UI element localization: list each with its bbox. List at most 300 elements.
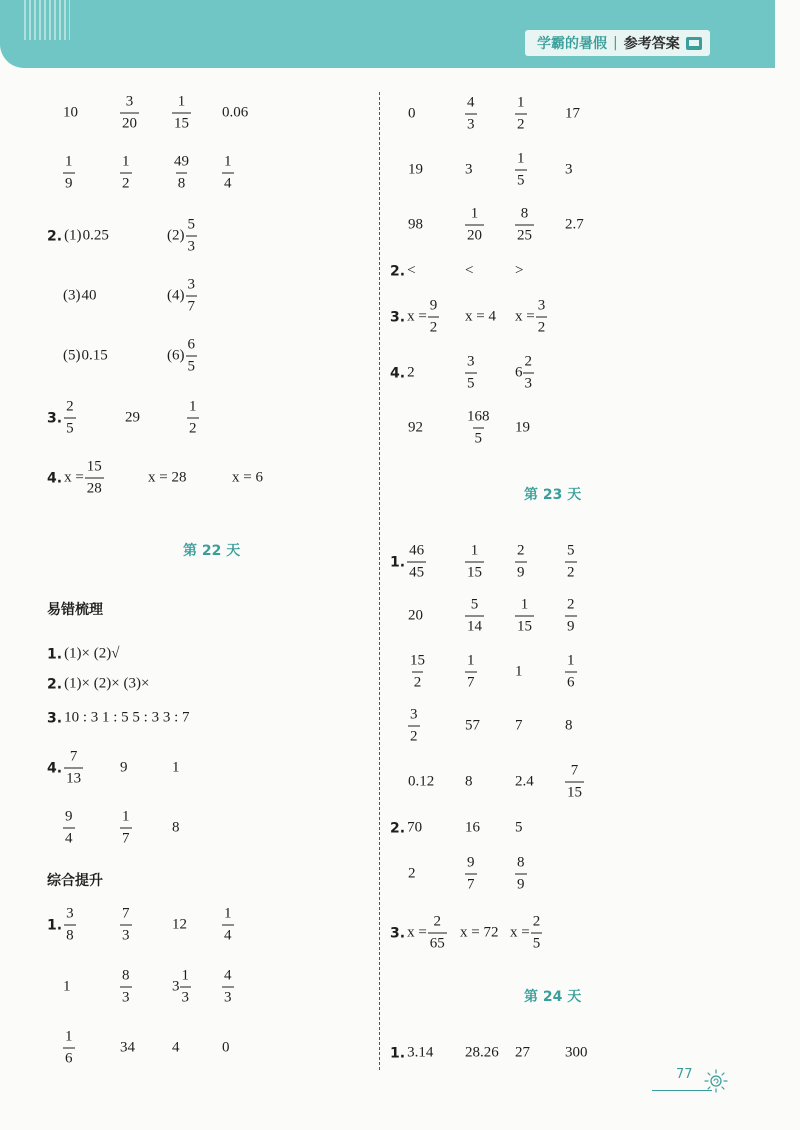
answer-item <box>125 410 140 427</box>
fraction-denominator: 15 <box>565 782 584 801</box>
answer-item <box>408 866 416 883</box>
fraction <box>428 915 447 952</box>
answer-item <box>47 460 104 497</box>
fraction-numerator: 3 <box>125 93 134 110</box>
fraction-denominator: 2 <box>187 418 199 437</box>
fraction-numerator: 1 <box>470 542 479 559</box>
answer-item <box>465 856 477 893</box>
answer-item <box>172 820 180 837</box>
fraction <box>407 544 426 581</box>
answer-item <box>63 105 78 122</box>
fraction-numerator: 5 <box>187 216 195 233</box>
answer-item <box>172 1040 180 1057</box>
day-header: 第 23 天 <box>524 487 582 503</box>
answer-item <box>515 664 523 681</box>
answer-value: 19 <box>408 161 423 178</box>
answer-item <box>515 544 527 581</box>
question-number: 2. <box>390 820 406 836</box>
answer-item <box>515 598 534 635</box>
fraction-denominator: 7 <box>465 672 477 691</box>
answer-item <box>565 1045 588 1062</box>
page-number: 77 <box>676 1067 693 1082</box>
answer-item <box>47 676 149 693</box>
answer-item <box>120 969 132 1006</box>
fraction-numerator: 1 <box>65 153 73 170</box>
answer-value: 4 <box>172 1039 180 1056</box>
answer-item <box>172 917 187 934</box>
fraction-numerator: 9 <box>467 854 475 871</box>
answer-value: 2 <box>408 865 416 882</box>
fraction <box>565 598 577 635</box>
fraction-numerator: 9 <box>65 808 73 825</box>
answer-value: 6 <box>515 364 523 381</box>
answer-value: 2.7 <box>565 216 584 233</box>
fraction-denominator: 3 <box>120 925 132 944</box>
fraction-numerator: 5 <box>470 596 479 613</box>
answer-value: 0.25 <box>82 227 109 244</box>
question-number: 4. <box>390 365 406 381</box>
fraction <box>222 907 234 944</box>
fraction-numerator: 1 <box>224 905 232 922</box>
answer-prefix: (4) <box>167 287 185 304</box>
answer-item <box>172 155 191 192</box>
fraction <box>120 95 139 132</box>
fraction-numerator: 1 <box>122 153 130 170</box>
answer-value: < <box>407 262 416 279</box>
fraction-numerator: 7 <box>69 748 78 765</box>
fraction-denominator: 3 <box>186 236 198 255</box>
fraction-numerator: 3 <box>410 706 418 723</box>
answer-value: 300 <box>565 1044 588 1061</box>
fraction-numerator: 2 <box>517 542 525 559</box>
fraction <box>465 355 477 392</box>
answer-item <box>47 907 76 944</box>
answer-item <box>390 263 416 280</box>
fraction-numerator: 8 <box>122 967 130 984</box>
answer-item <box>515 207 534 244</box>
fraction-numerator: 2 <box>66 398 74 415</box>
answer-item <box>63 348 108 365</box>
answer-value: 92 <box>408 419 423 436</box>
fraction-numerator: 168 <box>467 408 490 425</box>
fraction-numerator: 1 <box>181 967 189 984</box>
answer-prefix: x = <box>407 308 427 325</box>
fraction <box>515 598 534 635</box>
fraction-numerator: 8 <box>517 854 525 871</box>
question-number: 2. <box>47 228 63 244</box>
book-title: 学霸的暑假 <box>537 36 607 52</box>
answer-item <box>465 654 477 691</box>
fraction-denominator: 9 <box>565 616 577 635</box>
answer-value: 1 <box>63 978 71 995</box>
answer-item <box>390 299 439 336</box>
header-pill <box>525 30 710 56</box>
fraction-denominator: 2 <box>408 726 420 745</box>
answer-item <box>408 162 423 179</box>
answer-item <box>172 760 180 777</box>
fraction-numerator: 1 <box>177 93 186 110</box>
fraction-denominator: 9 <box>63 173 75 192</box>
fraction-denominator: 15 <box>172 113 191 132</box>
answer-value: < <box>465 262 474 279</box>
fraction-numerator: 1 <box>224 153 232 170</box>
answer-item <box>465 162 473 179</box>
answer-item <box>465 355 477 392</box>
question-number: 2. <box>47 676 63 692</box>
fraction <box>515 544 527 581</box>
fraction-denominator: 5 <box>186 356 198 375</box>
question-number: 3. <box>47 410 63 426</box>
header-separator: | <box>613 35 618 51</box>
fraction-denominator: 4 <box>222 173 234 192</box>
answer-item <box>465 718 480 735</box>
section-title: 易错梳理 <box>47 602 103 618</box>
fraction <box>120 810 132 847</box>
answer-item <box>565 654 577 691</box>
fraction <box>222 155 234 192</box>
answer-value: x = 28 <box>148 469 187 486</box>
question-number: 1. <box>47 917 63 933</box>
answer-value: 0 <box>408 105 416 122</box>
answer-item <box>120 810 132 847</box>
fraction-numerator: 1 <box>122 808 130 825</box>
fraction-denominator: 3 <box>465 114 477 133</box>
answer-value: 2 <box>407 364 415 381</box>
answer-value: 1 <box>515 663 523 680</box>
fraction-denominator: 15 <box>515 616 534 635</box>
fraction-numerator: 15 <box>86 458 102 475</box>
answer-value: 3.14 <box>407 1044 434 1061</box>
fraction <box>85 460 104 497</box>
answer-value: 9 <box>120 759 128 776</box>
fraction <box>408 708 420 745</box>
answer-item <box>390 1045 433 1062</box>
fraction <box>515 856 527 893</box>
answer-item <box>408 106 416 123</box>
answer-item <box>515 774 534 791</box>
fraction-denominator: 5 <box>515 170 527 189</box>
fraction-numerator: 46 <box>409 542 425 559</box>
fraction-denominator: 2 <box>428 317 440 336</box>
answer-item <box>565 106 580 123</box>
fraction-denominator: 2 <box>412 672 424 691</box>
fraction-denominator: 9 <box>515 562 527 581</box>
answer-item <box>222 155 234 192</box>
answer-value: 2.4 <box>515 773 534 790</box>
column-divider <box>379 92 380 1070</box>
fraction <box>180 969 192 1006</box>
answer-item <box>515 718 523 735</box>
fraction-denominator: 25 <box>515 225 534 244</box>
fraction-denominator: 8 <box>64 925 76 944</box>
fraction <box>63 155 75 192</box>
fraction-numerator: 3 <box>467 353 475 370</box>
answer-value: 10 : 3 1 : 5 5 : 3 3 : 7 <box>64 709 190 726</box>
fraction-denominator: 2 <box>515 114 527 133</box>
fraction-denominator: 7 <box>120 828 132 847</box>
day-header: 第 24 天 <box>524 989 582 1005</box>
question-number: 1. <box>390 554 406 570</box>
answer-value: (1)× (2)√ <box>64 645 120 662</box>
fraction <box>465 598 484 635</box>
answer-value: 3 <box>565 161 573 178</box>
fraction-denominator: 65 <box>428 933 447 952</box>
answer-item <box>565 598 577 635</box>
answer-item <box>515 263 523 280</box>
answer-prefix: (6) <box>167 347 185 364</box>
answer-item <box>120 1040 135 1057</box>
answer-item <box>47 400 76 437</box>
fraction-numerator: 2 <box>532 913 541 930</box>
answer-value: 3 <box>465 161 473 178</box>
fraction <box>120 155 132 192</box>
answer-item <box>515 820 523 837</box>
answer-item <box>465 598 484 635</box>
answer-item <box>465 96 477 133</box>
answer-item <box>120 155 132 192</box>
answer-prefix: (1) <box>64 227 82 244</box>
answer-value: > <box>515 262 524 279</box>
fraction-numerator: 1 <box>467 652 475 669</box>
answer-item <box>222 105 248 122</box>
answer-item <box>63 1030 75 1067</box>
fraction-denominator: 20 <box>120 113 139 132</box>
fraction <box>63 810 75 847</box>
fraction-denominator: 2 <box>120 173 132 192</box>
answer-value: 28.26 <box>465 1044 499 1061</box>
answer-prefix: x = <box>510 924 530 941</box>
answer-item <box>465 774 473 791</box>
answer-item <box>515 299 547 336</box>
fraction <box>120 907 132 944</box>
fraction-denominator: 5 <box>465 373 477 392</box>
answer-item <box>465 410 492 447</box>
fraction-numerator: 6 <box>187 336 195 353</box>
answer-item <box>565 162 573 179</box>
fraction <box>64 750 83 787</box>
answer-item <box>47 750 83 787</box>
answer-value: 0.06 <box>222 104 249 121</box>
answer-item <box>222 1040 230 1057</box>
answer-item <box>47 646 120 663</box>
answer-value: 27 <box>515 1044 530 1061</box>
answer-label: 参考答案 <box>623 36 680 52</box>
fraction-denominator: 15 <box>465 562 484 581</box>
answer-value: 16 <box>465 819 480 836</box>
fraction <box>465 207 484 244</box>
fraction-numerator: 49 <box>174 153 189 170</box>
fraction-numerator: 2 <box>524 353 532 370</box>
answer-value: (1)× (2)× (3)× <box>64 675 150 692</box>
fraction-denominator: 7 <box>186 296 198 315</box>
fraction-denominator: 6 <box>565 672 577 691</box>
answer-item <box>120 907 132 944</box>
question-number: 3. <box>390 309 406 325</box>
fraction <box>64 907 76 944</box>
answer-item <box>390 915 447 952</box>
sun-swirl-icon <box>703 1068 729 1094</box>
answer-item <box>465 263 473 280</box>
answer-prefix: (2) <box>167 227 185 244</box>
answer-value: 17 <box>565 105 580 122</box>
answer-item <box>47 228 109 245</box>
answer-item <box>390 365 415 382</box>
fraction <box>523 355 535 392</box>
question-number: 2. <box>390 263 406 279</box>
fraction <box>172 155 191 192</box>
fraction-denominator: 3 <box>523 373 535 392</box>
answer-item <box>63 979 71 996</box>
answer-item <box>565 764 584 801</box>
fraction <box>536 299 548 336</box>
fraction-numerator: 1 <box>520 596 529 613</box>
answer-item <box>187 400 199 437</box>
answer-item <box>120 760 128 777</box>
answer-value: 0 <box>222 1039 230 1056</box>
question-number: 4. <box>47 760 63 776</box>
answer-prefix: x = <box>515 308 535 325</box>
fraction <box>465 856 477 893</box>
question-number: 1. <box>390 1045 406 1061</box>
answer-value: x = 72 <box>460 924 499 941</box>
fraction-numerator: 5 <box>567 542 575 559</box>
answer-item <box>167 278 197 315</box>
question-number: 4. <box>47 470 63 486</box>
answer-item <box>63 155 75 192</box>
fraction <box>465 96 477 133</box>
fraction-denominator: 5 <box>64 418 76 437</box>
fraction-numerator: 2 <box>567 596 575 613</box>
fraction-denominator: 2 <box>565 562 577 581</box>
fraction-numerator: 8 <box>520 205 529 222</box>
answer-value: 12 <box>172 916 187 933</box>
fraction <box>408 654 427 691</box>
answer-value: 1 <box>172 759 180 776</box>
answer-item <box>172 95 191 132</box>
fraction-numerator: 15 <box>410 652 425 669</box>
answer-item <box>565 718 573 735</box>
answer-value: 19 <box>515 419 530 436</box>
section-title: 综合提升 <box>47 873 103 889</box>
fraction-denominator: 14 <box>465 616 484 635</box>
fraction-denominator: 7 <box>465 874 477 893</box>
fraction <box>428 299 440 336</box>
answer-item <box>47 710 189 727</box>
answer-prefix: (5) <box>63 347 81 364</box>
fraction <box>515 207 534 244</box>
answer-value: 98 <box>408 216 423 233</box>
answer-value: 40 <box>81 287 97 304</box>
answer-prefix: (3) <box>63 287 81 304</box>
fraction-numerator: 4 <box>224 967 232 984</box>
fraction <box>465 654 477 691</box>
fraction-denominator: 5 <box>473 428 485 447</box>
answer-item <box>63 288 97 305</box>
answer-item <box>408 654 427 691</box>
answer-item <box>515 1045 530 1062</box>
answer-value: x = 6 <box>232 469 263 486</box>
answer-item <box>408 774 434 791</box>
answer-item <box>465 820 480 837</box>
answer-item <box>120 95 139 132</box>
answer-value: 3 <box>172 978 180 995</box>
fraction-denominator: 20 <box>465 225 484 244</box>
answer-item <box>408 608 423 625</box>
fraction <box>515 152 527 189</box>
banner-stripes <box>24 0 70 40</box>
fraction-numerator: 1 <box>65 1028 73 1045</box>
fraction-denominator: 45 <box>407 562 426 581</box>
answer-value: 34 <box>120 1039 135 1056</box>
answer-item <box>390 544 426 581</box>
answer-item <box>167 218 197 255</box>
answer-item <box>515 152 527 189</box>
answer-item <box>465 207 484 244</box>
fraction-denominator: 13 <box>64 768 83 787</box>
fraction <box>186 218 198 255</box>
answer-value: 7 <box>515 717 523 734</box>
answer-prefix: x = <box>64 469 84 486</box>
answer-item <box>460 925 498 942</box>
answer-item <box>510 915 542 952</box>
answer-item <box>408 217 423 234</box>
answer-item <box>408 420 423 437</box>
fraction <box>63 1030 75 1067</box>
question-number: 1. <box>47 646 63 662</box>
answer-value: 8 <box>465 773 473 790</box>
answer-item <box>565 217 584 234</box>
answer-value: 5 <box>515 819 523 836</box>
fraction-numerator: 7 <box>570 762 579 779</box>
fraction <box>222 969 234 1006</box>
answer-value: x = 4 <box>465 308 496 325</box>
fraction-numerator: 1 <box>470 205 479 222</box>
fraction-denominator: 4 <box>222 925 234 944</box>
answer-item <box>148 470 186 487</box>
fraction-denominator: 28 <box>85 478 104 497</box>
fraction <box>186 278 198 315</box>
answer-item <box>408 708 420 745</box>
answer-item <box>390 820 422 837</box>
fraction-denominator: 3 <box>120 987 132 1006</box>
answer-item <box>167 338 197 375</box>
fraction-numerator: 3 <box>187 276 195 293</box>
top-banner <box>0 0 775 68</box>
answer-value: 8 <box>565 717 573 734</box>
answer-item <box>465 544 484 581</box>
answer-item <box>222 969 234 1006</box>
fraction-denominator: 4 <box>63 828 75 847</box>
fraction-denominator: 5 <box>531 933 543 952</box>
fraction-numerator: 4 <box>467 94 475 111</box>
fraction <box>172 95 191 132</box>
answer-item <box>515 420 530 437</box>
fraction-denominator: 9 <box>515 874 527 893</box>
fraction-numerator: 3 <box>66 905 74 922</box>
fraction-denominator: 3 <box>180 987 192 1006</box>
fraction <box>465 410 492 447</box>
fraction <box>565 654 577 691</box>
fraction <box>565 764 584 801</box>
answer-item <box>63 810 75 847</box>
fraction <box>515 96 527 133</box>
answer-item <box>515 355 534 392</box>
fraction <box>465 544 484 581</box>
answer-value: 20 <box>408 607 423 624</box>
fraction-numerator: 1 <box>517 94 525 111</box>
answer-value: 8 <box>172 819 180 836</box>
question-number: 3. <box>390 925 406 941</box>
